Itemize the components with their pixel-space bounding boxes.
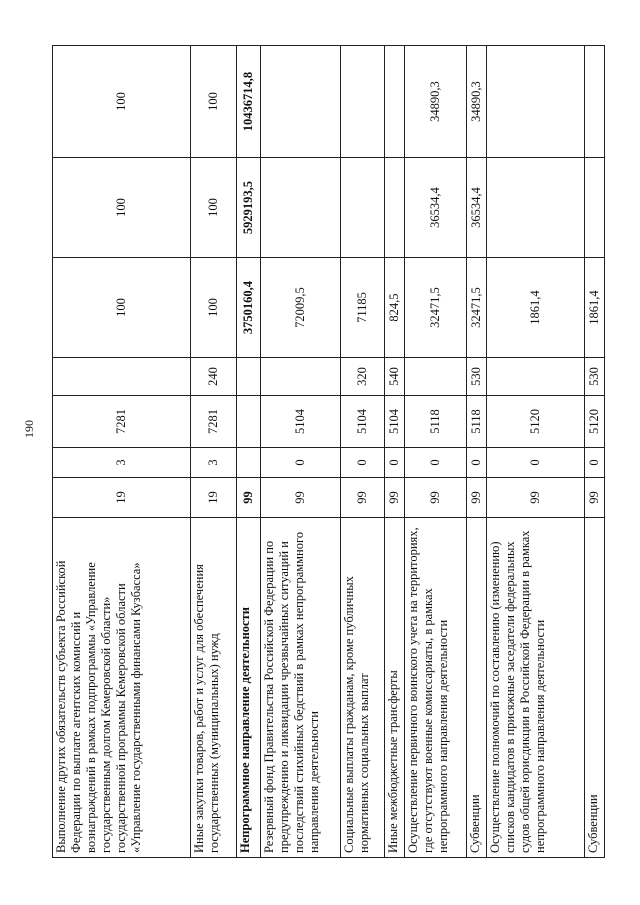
subsection-code-cell	[237, 448, 261, 478]
target-article-cell: 7281	[191, 396, 237, 448]
table-body	[53, 46, 605, 858]
row-name-cell: Непрограммное направление деятельности	[237, 518, 261, 858]
amount-3-cell: 100	[53, 46, 191, 158]
row-name-cell: Субвенции	[585, 518, 605, 858]
amount-3-cell	[385, 46, 405, 158]
target-article-cell: 5104	[341, 396, 385, 448]
table-row	[191, 46, 237, 858]
target-article-cell: 7281	[53, 396, 191, 448]
expense-type-cell	[53, 358, 191, 396]
expense-type-cell	[487, 358, 585, 396]
amount-2-cell	[341, 158, 385, 258]
rotated-table-container	[52, 46, 605, 858]
table-row	[385, 46, 405, 858]
expense-type-cell: 530	[467, 358, 487, 396]
section-code-cell: 99	[585, 478, 605, 518]
amount-2-cell	[385, 158, 405, 258]
expense-type-cell: 240	[191, 358, 237, 396]
amount-2-cell: 100	[53, 158, 191, 258]
target-article-cell	[237, 396, 261, 448]
table-row	[53, 46, 191, 858]
amount-3-cell	[585, 46, 605, 158]
subsection-code-cell: 3	[53, 448, 191, 478]
section-code-cell: 99	[385, 478, 405, 518]
amount-1-cell: 1861,4	[585, 258, 605, 358]
target-article-cell: 5120	[487, 396, 585, 448]
amount-3-cell: 34890,3	[467, 46, 487, 158]
table-row	[261, 46, 341, 858]
subsection-code-cell: 0	[261, 448, 341, 478]
amount-3-cell	[261, 46, 341, 158]
budget-table	[52, 45, 605, 858]
subsection-code-cell: 0	[385, 448, 405, 478]
subsection-code-cell: 0	[341, 448, 385, 478]
amount-2-cell: 100	[191, 158, 237, 258]
amount-2-cell: 5929193,5	[237, 158, 261, 258]
row-name-cell: Иные межбюджетные трансферты	[385, 518, 405, 858]
section-code-cell: 99	[405, 478, 467, 518]
subsection-code-cell: 0	[487, 448, 585, 478]
amount-2-cell: 36534,4	[467, 158, 487, 258]
expense-type-cell	[237, 358, 261, 396]
amount-1-cell: 1861,4	[487, 258, 585, 358]
section-code-cell: 99	[261, 478, 341, 518]
table-row	[237, 46, 261, 858]
table-row	[467, 46, 487, 858]
expense-type-cell: 540	[385, 358, 405, 396]
table-row	[341, 46, 385, 858]
amount-1-cell: 32471,5	[467, 258, 487, 358]
amount-3-cell: 34890,3	[405, 46, 467, 158]
section-code-cell: 19	[191, 478, 237, 518]
amount-1-cell: 824,5	[385, 258, 405, 358]
page-number: 190	[22, 420, 36, 438]
row-name-cell: Осуществление полномочий по составлению (изменению) списков кандидатов в присяжные заседатели федеральных судов общей юрисдикции в Российской Федерации в рамках непрограммного направления деятельности	[487, 518, 585, 858]
section-code-cell: 99	[237, 478, 261, 518]
amount-1-cell: 3750160,4	[237, 258, 261, 358]
expense-type-cell: 530	[585, 358, 605, 396]
amount-3-cell	[487, 46, 585, 158]
subsection-code-cell: 3	[191, 448, 237, 478]
section-code-cell: 99	[487, 478, 585, 518]
amount-2-cell	[261, 158, 341, 258]
amount-1-cell: 71185	[341, 258, 385, 358]
table-row	[585, 46, 605, 858]
row-name-cell: Осуществление первичного воинского учета на территориях, где отсутствуют военные комиссариаты, в рамках непрограммного направления деятельности	[405, 518, 467, 858]
amount-2-cell	[585, 158, 605, 258]
expense-type-cell	[261, 358, 341, 396]
section-code-cell: 99	[467, 478, 487, 518]
amount-2-cell	[487, 158, 585, 258]
row-name-cell: Иные закупки товаров, работ и услуг для обеспечения государственных (муниципальных) нужд	[191, 518, 237, 858]
expense-type-cell: 320	[341, 358, 385, 396]
subsection-code-cell: 0	[585, 448, 605, 478]
amount-3-cell	[341, 46, 385, 158]
row-name-cell: Резервный фонд Правительства Российской Федерации по предупреждению и ликвидации чрезвычайных ситуаций и последствий стихийных бедствий в рамках непрограммного направления деятельности	[261, 518, 341, 858]
table-row	[487, 46, 585, 858]
target-article-cell: 5104	[261, 396, 341, 448]
amount-1-cell: 100	[191, 258, 237, 358]
row-name-cell: Субвенции	[467, 518, 487, 858]
target-article-cell: 5104	[385, 396, 405, 448]
row-name-cell: Выполнение других обязательств субъекта Российской Федерации по выплате агентских комиссий и вознаграждений в рамках подпрограммы «Управление государственным долгом Кемеровской области» государственной программы Кемеровской области «Управление государственными финансами Кузбасса»	[53, 518, 191, 858]
amount-2-cell: 36534,4	[405, 158, 467, 258]
section-code-cell: 99	[341, 478, 385, 518]
row-name-cell: Социальные выплаты гражданам, кроме публичных нормативных социальных выплат	[341, 518, 385, 858]
subsection-code-cell: 0	[405, 448, 467, 478]
amount-1-cell: 72009,5	[261, 258, 341, 358]
target-article-cell: 5118	[467, 396, 487, 448]
amount-3-cell: 100	[191, 46, 237, 158]
section-code-cell: 19	[53, 478, 191, 518]
amount-1-cell: 32471,5	[405, 258, 467, 358]
subsection-code-cell: 0	[467, 448, 487, 478]
amount-1-cell: 100	[53, 258, 191, 358]
expense-type-cell	[405, 358, 467, 396]
target-article-cell: 5118	[405, 396, 467, 448]
table-row	[405, 46, 467, 858]
target-article-cell: 5120	[585, 396, 605, 448]
amount-3-cell: 10436714,8	[237, 46, 261, 158]
